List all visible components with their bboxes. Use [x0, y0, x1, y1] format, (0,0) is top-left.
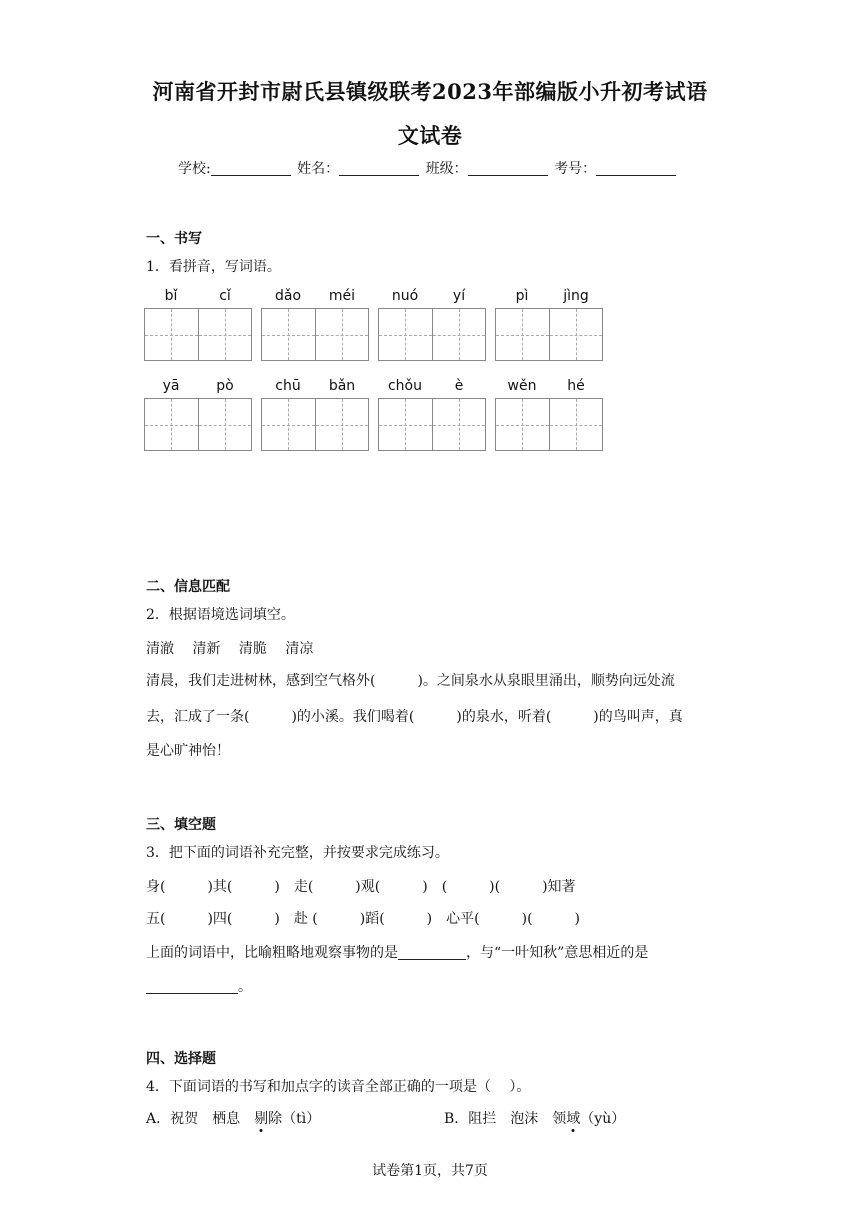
q3-question-part-a: 上面的词语中，比喻粗略地观察事物的是	[146, 945, 398, 961]
writing-cell[interactable]	[496, 399, 549, 450]
pinyin-label: wěn	[507, 378, 537, 394]
q3-idiom-row: 五( )四( ) 赴 ( )蹈( ) 心平( )( )	[146, 911, 580, 927]
writing-cell[interactable]	[379, 309, 432, 360]
school-blank[interactable]	[211, 161, 291, 176]
section-heading-matching: 二、信息匹配	[146, 579, 230, 595]
writing-cell[interactable]	[496, 309, 549, 360]
name-blank[interactable]	[339, 161, 419, 176]
writing-cell[interactable]	[315, 309, 368, 360]
pinyin-label: hé	[567, 378, 585, 394]
writing-cell[interactable]	[549, 309, 602, 360]
writing-grid[interactable]	[261, 398, 369, 451]
exam-no-label: 考号：	[554, 161, 597, 177]
pinyin-label: bǐ	[164, 288, 178, 304]
class-blank[interactable]	[468, 161, 548, 176]
q3-question	[146, 942, 648, 962]
section-heading-fill-blank: 三、填空题	[146, 817, 216, 833]
dotted-character: 剔	[254, 1111, 269, 1127]
writing-cell[interactable]	[198, 399, 251, 450]
section-heading-choice: 四、选择题	[146, 1051, 216, 1067]
q2-paragraph-line: 去，汇成了一条( )的小溪。我们喝着( )的泉水，听着( )的鸟叫声，真	[146, 709, 683, 725]
writing-cell[interactable]	[432, 309, 485, 360]
q3-prompt: 3．把下面的词语补充完整，并按要求完成练习。	[146, 845, 449, 861]
pinyin-label: dǎo	[274, 288, 302, 304]
q1-prompt: 1．看拼音，写词语。	[146, 259, 281, 275]
pinyin-label: cǐ	[219, 288, 231, 304]
q4-option-a[interactable]	[146, 1108, 320, 1128]
pinyin-label: nuó	[391, 288, 419, 304]
pinyin-label: méi	[328, 288, 356, 304]
exam-no-blank[interactable]	[596, 161, 676, 176]
pinyin-label: jìng	[563, 288, 589, 304]
writing-cell[interactable]	[549, 399, 602, 450]
writing-cell[interactable]	[145, 309, 198, 360]
option-b-text: （yù）	[580, 1111, 626, 1127]
pinyin-label: pì	[515, 288, 529, 304]
pinyin-label: chǒu	[387, 378, 422, 394]
writing-cell[interactable]	[145, 399, 198, 450]
writing-grid[interactable]	[378, 398, 486, 451]
exam-title-line1: 河南省开封市尉氏县镇级联考2023年部编版小升初考试语	[152, 79, 708, 104]
pinyin-label: è	[454, 378, 464, 394]
q4-prompt: 4．下面词语的书写和加点字的读音全部正确的一项是（ ）。	[146, 1079, 531, 1095]
pinyin-label: bǎn	[328, 378, 356, 394]
answer-blank[interactable]	[146, 979, 238, 994]
writing-cell[interactable]	[432, 399, 485, 450]
writing-cell[interactable]	[379, 399, 432, 450]
writing-grid[interactable]	[144, 398, 252, 451]
option-a-text: 除（tì）	[268, 1111, 321, 1127]
page-footer: 试卷第1页，共7页	[372, 1163, 488, 1179]
q2-prompt: 2．根据语境选词填空。	[146, 607, 295, 623]
q2-options: 清澈 清新 清脆 清凉	[146, 641, 314, 657]
pinyin-label: pò	[216, 378, 234, 394]
school-label: 学校:	[178, 161, 211, 177]
writing-grid[interactable]	[261, 308, 369, 361]
writing-cell[interactable]	[262, 399, 315, 450]
q2-paragraph-line: 清晨，我们走进树林，感到空气格外( )。之间泉水从泉眼里涌出，顺势向远处流	[146, 673, 675, 689]
answer-blank[interactable]	[398, 945, 466, 960]
pinyin-label: chū	[275, 378, 301, 394]
section-heading-writing: 一、书写	[146, 231, 202, 247]
q3-idiom-row: 身( )其( ) 走( )观( ) ( )( )知著	[146, 879, 576, 895]
q4-option-b[interactable]	[444, 1108, 625, 1128]
writing-grid[interactable]	[378, 308, 486, 361]
name-label: 姓名：	[297, 161, 340, 177]
option-b-text: B．阻拦 泡沫 领	[444, 1111, 567, 1127]
option-a-text: A．祝贺 栖息	[146, 1111, 255, 1127]
q3-answer-line	[146, 976, 252, 996]
q3-question-part-b: ，与“一叶知秋”意思相近的是	[466, 945, 649, 961]
exam-title-line2: 文试卷	[397, 123, 463, 148]
writing-cell[interactable]	[198, 309, 251, 360]
writing-grid[interactable]	[495, 398, 603, 451]
writing-grid[interactable]	[495, 308, 603, 361]
pinyin-label: yí	[452, 288, 466, 304]
writing-cell[interactable]	[315, 399, 368, 450]
class-label: 班级：	[425, 161, 468, 177]
student-info-row	[178, 158, 678, 178]
pinyin-label: yā	[162, 378, 180, 394]
writing-grid[interactable]	[144, 308, 252, 361]
dotted-character: 域	[566, 1111, 581, 1127]
q2-paragraph-line: 是心旷神怡！	[146, 743, 230, 759]
writing-cell[interactable]	[262, 309, 315, 360]
q3-end-mark: 。	[238, 979, 252, 995]
